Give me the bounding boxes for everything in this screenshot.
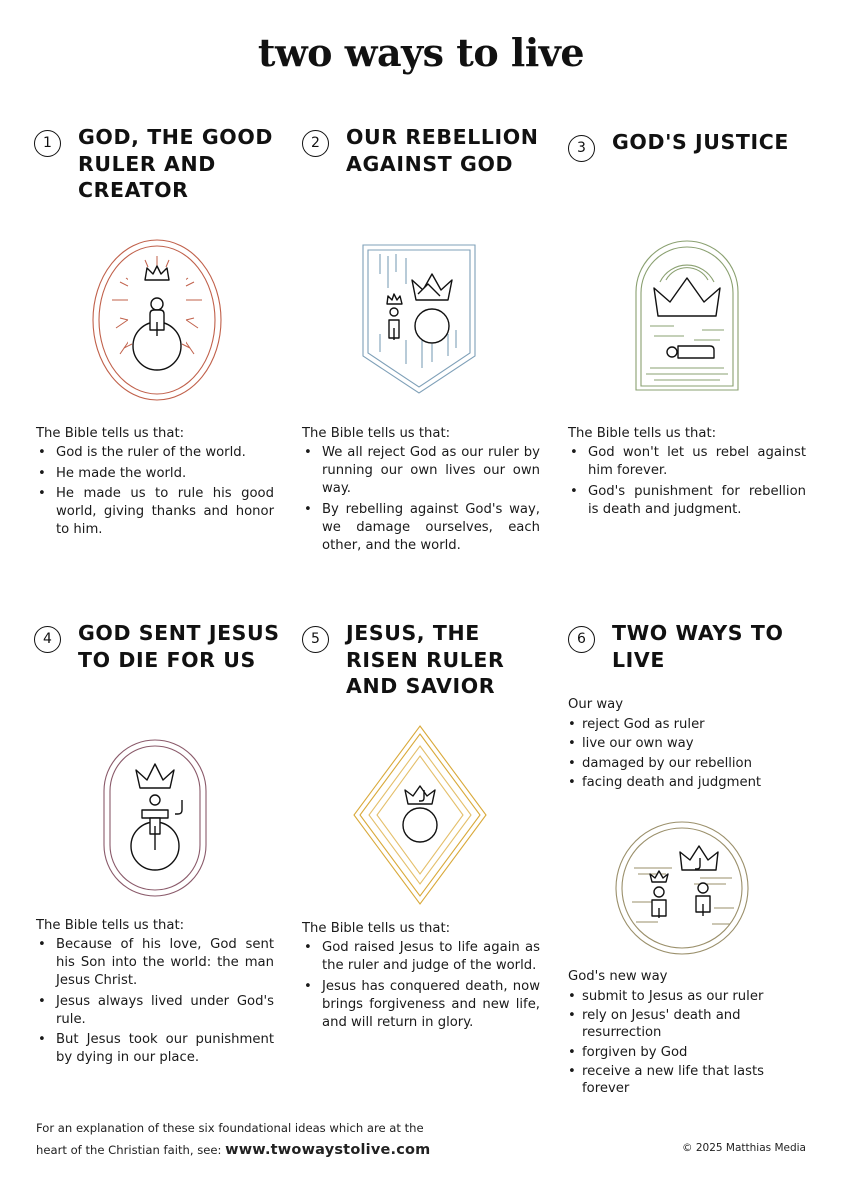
cross-capsule-icon <box>102 738 208 898</box>
section-body <box>302 425 540 557</box>
section-header <box>34 620 284 710</box>
section-4 <box>34 620 284 710</box>
gods-way-heading: God's new way <box>568 969 668 984</box>
justice-arch-icon <box>634 240 740 392</box>
section-number: 3 <box>568 135 595 162</box>
list-item: • God is the ruler of the world. <box>36 444 274 462</box>
section-body <box>36 425 274 542</box>
list-item: • rely on Jesus' death and resurrection <box>568 1007 798 1041</box>
gods-way-list <box>568 967 798 1100</box>
section-body <box>568 425 806 521</box>
list-item: • He made us to rule his good world, giving thanks and honor to him. <box>36 485 274 539</box>
section-title: GOD, THE GOOD RULER AND CREATOR <box>78 125 273 202</box>
section-intro: The Bible tells us that: <box>302 426 451 441</box>
bullet-list <box>568 988 798 1098</box>
list-item: • We all reject God as our ruler by running our own lives our own way. <box>302 444 540 498</box>
footer-line-1: For an explanation of these six foundational ideas which are at the <box>36 1121 424 1135</box>
footer-line-2-text: heart of the Christian faith, see: <box>36 1143 222 1157</box>
list-item: • Because of his love, God sent his Son into the world: the man Jesus Christ. <box>36 936 274 990</box>
section-number: 1 <box>34 130 61 157</box>
page-title: two ways to live <box>257 30 585 75</box>
section-intro: The Bible tells us that: <box>36 918 185 933</box>
section-title: GOD SENT JESUS TO DIE FOR US <box>78 621 280 672</box>
section-title: GOD'S JUSTICE <box>612 130 789 154</box>
list-item: • God won't let us rebel against him forever. <box>568 444 806 480</box>
list-item: • Jesus always lived under God's rule. <box>36 993 274 1029</box>
list-item: • reject God as ruler <box>568 716 798 733</box>
section-intro: The Bible tells us that: <box>36 426 185 441</box>
section-title: TWO WAYS TO LIVE <box>612 621 784 672</box>
list-item: • damaged by our rebellion <box>568 755 798 772</box>
our-way-heading: Our way <box>568 697 624 712</box>
rebellion-banner-icon <box>362 244 476 394</box>
bullet-list <box>36 444 274 539</box>
section-number: 5 <box>302 626 329 653</box>
section-header <box>568 129 818 219</box>
list-item: • By rebelling against God's way, we damage ourselves, each other, and the world. <box>302 501 540 555</box>
bullet-list <box>302 444 540 555</box>
bullet-list <box>36 936 274 1067</box>
risen-diamond-icon <box>352 724 488 906</box>
section-3 <box>568 129 818 219</box>
list-item: • But Jesus took our punishment by dying in our place. <box>36 1031 274 1067</box>
list-item: • God's punishment for rebellion is death and judgment. <box>568 483 806 519</box>
section-body <box>302 920 540 1034</box>
bullet-list <box>302 939 540 1032</box>
footer-note <box>36 1117 430 1161</box>
section-number: 6 <box>568 626 595 653</box>
section-5 <box>302 620 552 710</box>
bullet-list <box>568 716 798 792</box>
section-header <box>302 124 552 214</box>
list-item: • God raised Jesus to life again as the ruler and judge of the world. <box>302 939 540 975</box>
list-item: • facing death and judgment <box>568 774 798 791</box>
list-item: • submit to Jesus as our ruler <box>568 988 798 1005</box>
two-ways-circle-icon <box>614 820 750 956</box>
crowned-figure-oval-icon <box>90 238 224 402</box>
section-body <box>36 917 274 1070</box>
list-item: • live our own way <box>568 735 798 752</box>
list-item: • receive a new life that lasts forever <box>568 1063 798 1097</box>
section-intro: The Bible tells us that: <box>568 426 717 441</box>
section-header <box>302 620 552 710</box>
our-way-list <box>568 695 798 794</box>
website-link[interactable]: www.twowaystolive.com <box>225 1142 431 1158</box>
section-title: OUR REBELLION AGAINST GOD <box>346 125 539 176</box>
bullet-list <box>568 444 806 519</box>
list-item: • Jesus has conquered death, now brings forgiveness and new life, and will return in glory. <box>302 978 540 1032</box>
section-intro: The Bible tells us that: <box>302 921 451 936</box>
list-item: • He made the world. <box>36 465 274 483</box>
section-2 <box>302 124 552 214</box>
section-number: 4 <box>34 626 61 653</box>
section-header <box>34 124 284 214</box>
list-item: • forgiven by God <box>568 1044 798 1061</box>
section-1 <box>34 124 284 214</box>
section-title: JESUS, THE RISEN RULER AND SAVIOR <box>346 621 505 698</box>
copyright: © 2025 Matthias Media <box>682 1142 806 1154</box>
footer-line-2 <box>36 1139 430 1161</box>
section-number: 2 <box>302 130 329 157</box>
